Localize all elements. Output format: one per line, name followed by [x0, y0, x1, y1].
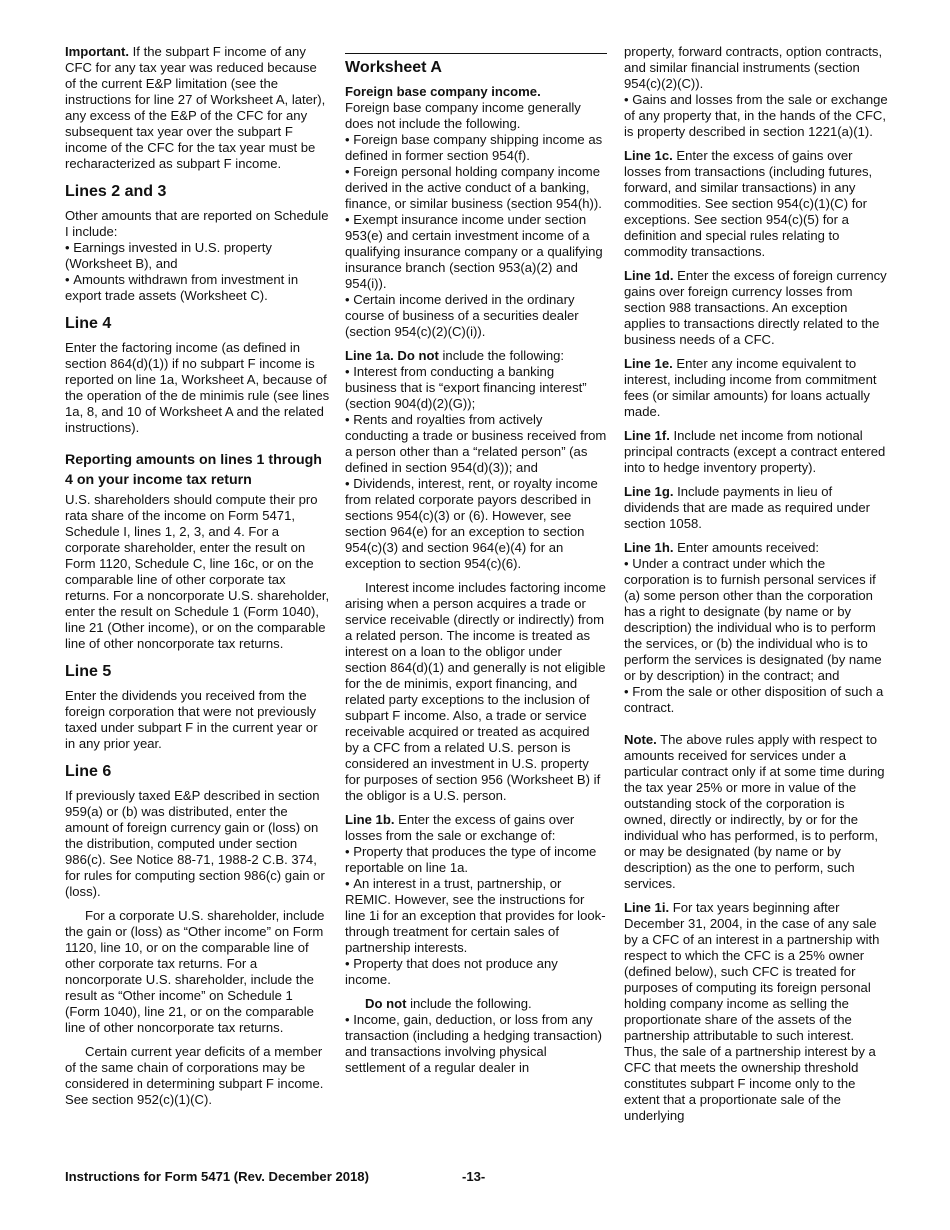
line-1c-lead: Line 1c. [624, 148, 673, 163]
line-6-heading: Line 6 [65, 763, 112, 780]
list-item: • Income, gain, deduction, or loss from any transaction (including a hedging transaction) and transactions involving physical settlement of a regular dealer in [345, 1012, 607, 1076]
fbci-heading: Foreign base company income. [345, 84, 541, 99]
column-right [624, 44, 889, 1132]
list-item: • Property that produces the type of income reportable on line 1a. [345, 844, 607, 876]
line-1g-paragraph [624, 484, 889, 532]
line-6-paragraph-3: Certain current year deficits of a member of the same chain of corporations may be considered in determining subpart F income. See section 952(c)(1)(C). [65, 1044, 324, 1107]
line-1h-paragraph [624, 540, 889, 556]
line-1e-lead: Line 1e. [624, 356, 673, 371]
lines-2-3-intro: Other amounts that are reported on Schedule I include: [65, 208, 329, 239]
line-6-paragraph-1: If previously taxed E&P described in section 959(a) or (b) was distributed, enter the amount of foreign currency gain or (loss) on the distribution, computed under section 986(c). See Notice 88-71, 1988-2 C.B. 374, for rules for computing section 986(c) gain or (loss). [65, 788, 325, 899]
list-item: • Foreign base company shipping income as defined in former section 954(f). [345, 132, 607, 164]
list-item: • Amounts withdrawn from investment in export trade assets (Worksheet C). [65, 272, 331, 304]
line-4-heading: Line 4 [65, 315, 112, 332]
list-item: • An interest in a trust, partnership, or REMIC. However, see the instructions for line 1i for an exception that provides for look-through treatment for certain sales of partnership interests. [345, 876, 607, 956]
line-1e-body: Enter any income equivalent to interest, including income from commitment fees (or similar amounts) for loans actually made. [624, 356, 877, 419]
line-1g-lead: Line 1g. [624, 484, 674, 499]
line-1d-paragraph [624, 268, 889, 348]
list-item: • Interest from conducting a banking business that is “export financing interest” (section 904(d)(2)(G)); [345, 364, 607, 412]
list-item: • Under a contract under which the corporation is to furnish personal services if (a) some person other than the corporation has a right to designate (by name or by description) the individual who is to perform the services, or (b) the individual who is to perform the services is designated (by name or by description) in the contract; and [624, 556, 889, 684]
do-not-intro [345, 996, 607, 1012]
line-1i-body: For tax years beginning after December 31, 2004, in the case of any sale by a CFC of an interest in a partnership with respect to which the CFC is a 25% owner (defined below), such CFC is treated for purposes of computing its foreign personal holding company income as selling the proportionate share of the assets of the partnership attributable to such interest. Thus, the sale of a partnership interest by a CFC that meets the ownership threshold constitutes subpart F income only to the extent that a proportionate sale of the underlying [624, 900, 880, 1123]
line-1d-lead: Line 1d. [624, 268, 674, 283]
column-left [65, 44, 331, 1116]
line-1i-paragraph [624, 900, 889, 1124]
line-1c-body: Enter the excess of gains over losses from transactions (including futures, forward, and similar transactions) in any commodities. See section 954(c)(1)(C) for exceptions. See section 954(c)(5) for a definition and special rules relating to commodity transactions. [624, 148, 873, 259]
list-item: • Dividends, interest, rent, or royalty income from related corporate payors described in sections 954(c)(3) or (6). However, see section 964(e) for an exception to section 954(c)(3) and section 964(e)(4) for an exception to section 954(c)(6). [345, 476, 607, 572]
line-1h-intro: Enter amounts received: [673, 540, 820, 555]
line-6-paragraph-2: For a corporate U.S. shareholder, include the gain or (loss) as “Other income” on Form 1120, line 10, or on the comparable line of other corporate tax returns. For a noncorporate U.S. shareholder, include the result as “Other income” on Schedule 1 (Form 1040), line 21, or on the comparable line of other noncorporate tax returns. [65, 908, 325, 1035]
line-1h-lead: Line 1h. [624, 540, 674, 555]
list-item: • From the sale or other disposition of such a contract. [624, 684, 889, 716]
lines-2-3-heading: Lines 2 and 3 [65, 183, 167, 200]
column-middle [345, 44, 607, 1076]
page-number: -13- [462, 1169, 486, 1184]
continued-text: property, forward contracts, option contracts, and similar financial instruments (section 954(c)(2)(C)). [624, 44, 883, 91]
line-1b-lead: Line 1b. [345, 812, 395, 827]
line-1b-intro [345, 812, 607, 844]
note-body: The above rules apply with respect to amounts received for services under a particular contract only if at some time during the tax year 25% or more in value of the outstanding stock of the corporation is owned, directly or indirectly, by or for the individual who has performed, is to perform, or may be designated (by name or by description) as the one to perform, such services. [624, 732, 885, 891]
list-item: • Foreign personal holding company income derived in the active conduct of a banking, finance, or similar business (section 954(h)). [345, 164, 607, 212]
reporting-heading: Reporting amounts on lines 1 through 4 on your income tax return [65, 452, 322, 488]
fbci-intro: Foreign base company income generally does not include the following. [345, 100, 581, 131]
line-5-heading: Line 5 [65, 663, 112, 680]
line-1c-paragraph [624, 148, 889, 260]
line-1a-text: include the following: [438, 348, 565, 363]
footer-title: Instructions for Form 5471 (Rev. December 2018) [65, 1169, 369, 1184]
list-item: • Exempt insurance income under section 953(e) and certain investment income of a qualifying insurance company or a qualifying insurance branch (section 953(a)(2) and 954(i)). [345, 212, 607, 292]
line-1d-body: Enter the excess of foreign currency gains over foreign currency losses from section 988 transactions. An exception applies to transactions directly related to the business needs of a CFC. [624, 268, 887, 347]
important-lead: Important. [65, 44, 130, 59]
note-paragraph [624, 732, 889, 892]
worksheet-a-heading: Worksheet A [345, 59, 442, 76]
list-item: • Rents and royalties from actively conducting a trade or business received from a person other than a “related person” (as defined in section 954(d)(3)); and [345, 412, 607, 476]
line-1f-paragraph [624, 428, 889, 476]
line-1a-not: Do not [397, 348, 439, 363]
interest-income-paragraph: Interest income includes factoring income arising when a person acquires a trade or service receivable (directly or indirectly) from a related person. The income is treated as interest on a loan to the obligor under section 864(d)(1) and generally is not eligible for the de minimis, export financing, and related party exceptions to the inclusion of subpart F income. Also, a trade or service receivable acquired or treated as acquired by a CFC from a related U.S. person is considered an investment in U.S. property for purposes of section 956 (Worksheet B) if the obligor is a U.S. person. [345, 580, 606, 803]
line-1i-lead: Line 1i. [624, 900, 670, 915]
list-item: • Gains and losses from the sale or exchange of any property that, in the hands of the CFC, is property described in section 1221(a)(1). [624, 92, 889, 140]
important-paragraph [65, 44, 331, 172]
note-lead: Note. [624, 732, 657, 747]
line-1a-lead: Line 1a. [345, 348, 394, 363]
line-1b-text: Enter the excess of gains over losses from the sale or exchange of: [345, 812, 575, 843]
line-1e-paragraph [624, 356, 889, 420]
line-1g-body: Include payments in lieu of dividends that are made as required under section 1058. [624, 484, 871, 531]
do-not-text: include the following. [406, 996, 532, 1011]
list-item: • Certain income derived in the ordinary course of business of a securities dealer (section 954(c)(2)(C)(i)). [345, 292, 607, 340]
line-4-body: Enter the factoring income (as defined in section 864(d)(1)) if no subpart F income is reported on line 1a, Worksheet A, because of the operation of the de minimis rule (see lines 1a, 8, and 10 of Worksheet A and the related instructions). [65, 340, 330, 435]
reporting-body: U.S. shareholders should compute their pro rata share of the income on Form 5471, Schedule I, lines 1, 2, 3, and 4. For a corporate shareholder, enter the result on Form 1120, Schedule C, line 16c, or on the comparable line of other corporate tax returns. For a noncorporate U.S. shareholder, enter the result on Schedule 1 (Form 1040), line 21 (Other income), or on the comparable line of other noncorporate tax returns. [65, 492, 330, 651]
line-1f-body: Include net income from notional principal contracts (except a contract entered into to hedge inventory property). [624, 428, 886, 475]
do-not-lead: Do not [365, 996, 407, 1011]
line-1a-intro [345, 348, 607, 364]
list-item: • Earnings invested in U.S. property (Worksheet B), and [65, 240, 331, 272]
important-body: If the subpart F income of any CFC for any tax year was reduced because of the current E&P limitation (see the instructions for line 27 of Worksheet A, later), any excess of the E&P of the CFC for any subsequent tax year over the subpart F income of the CFC for the tax year must be recharacterized as subpart F income. [65, 44, 326, 171]
line-1f-lead: Line 1f. [624, 428, 670, 443]
list-item: • Property that does not produce any income. [345, 956, 607, 988]
line-5-body: Enter the dividends you received from the foreign corporation that were not previously taxed under subpart F in the current year or in any prior year. [65, 688, 318, 751]
